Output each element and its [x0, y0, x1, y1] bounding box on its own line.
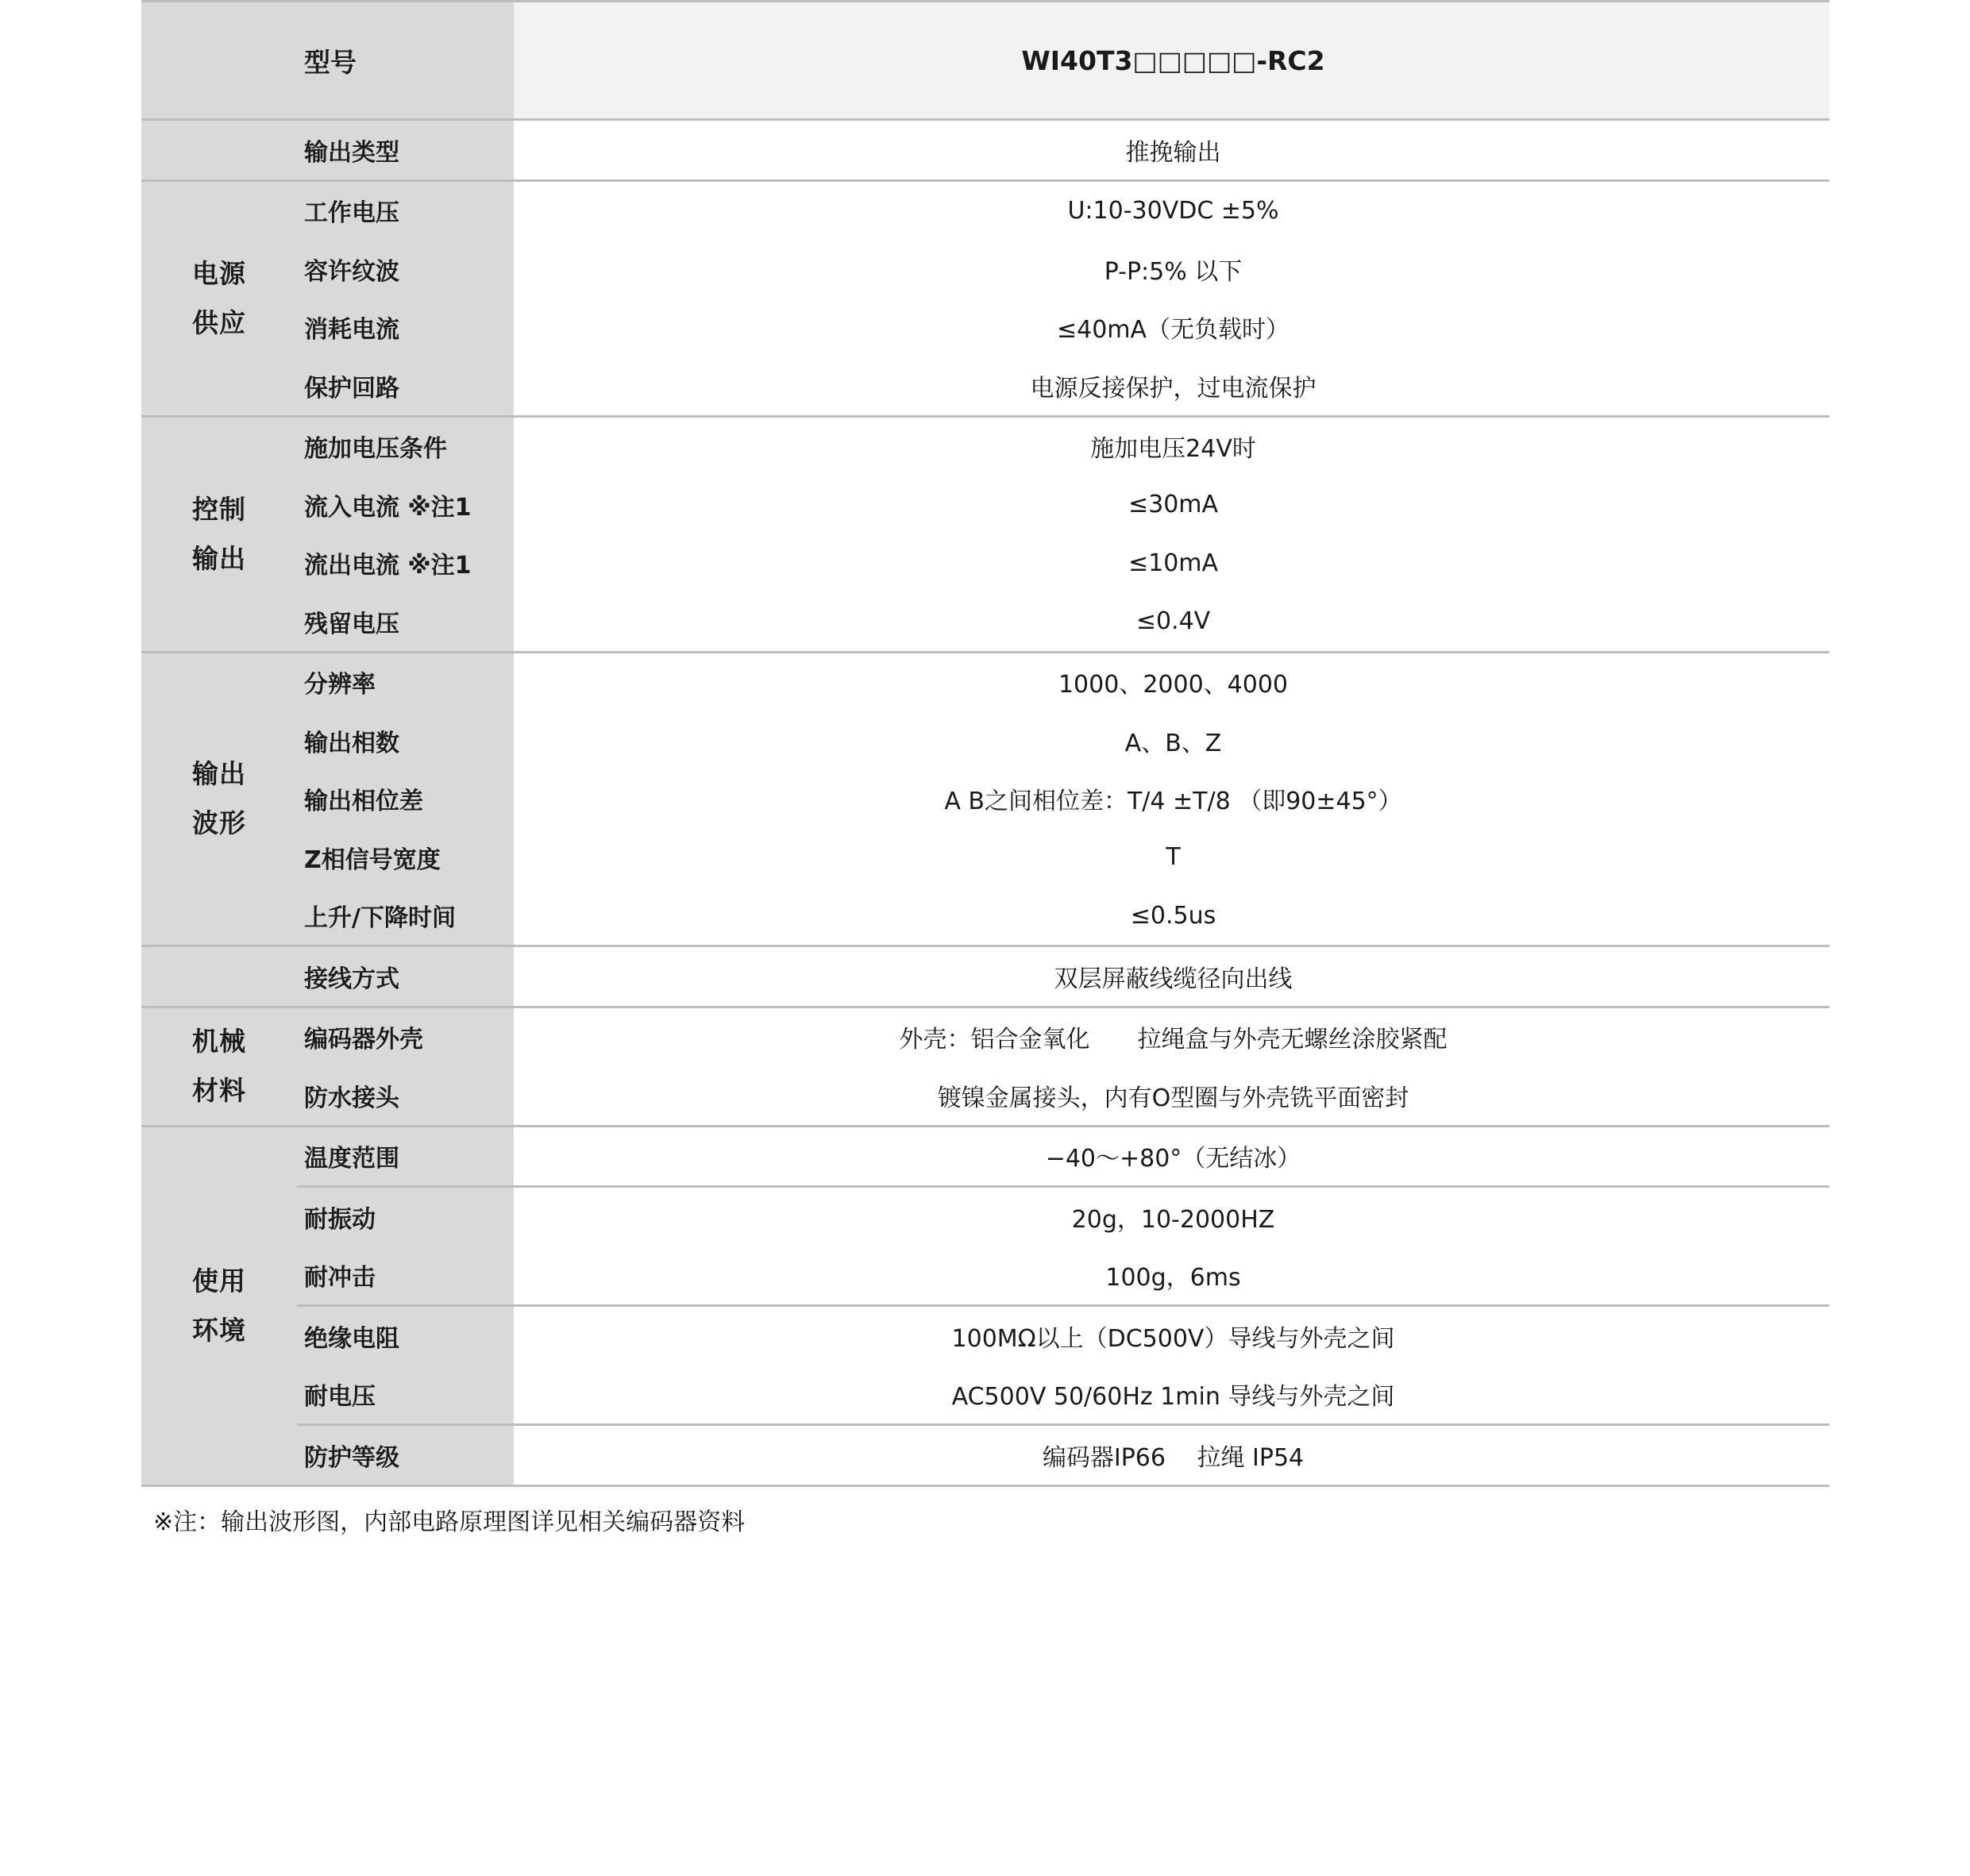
param-label: 耐冲击	[297, 1246, 514, 1306]
group-cell-output-type	[141, 120, 297, 181]
group-cell-mechanical	[141, 1007, 297, 1126]
group-label-line: 电源	[192, 257, 246, 289]
param-label: 保护回路	[297, 356, 514, 416]
group-label-line: 输出	[192, 758, 246, 790]
param-value: 100g，6ms	[514, 1246, 1829, 1306]
group-label-line: 供应	[192, 306, 246, 338]
table-row	[141, 1306, 1829, 1366]
table-row	[141, 770, 1829, 829]
group-label-line: 输出	[192, 542, 246, 574]
model-value: WI40T3□□□□□-RC2	[514, 2, 1829, 120]
param-label: 输出相位差	[297, 770, 514, 829]
group-label-line: 控制	[192, 493, 246, 525]
param-value: P-P:5% 以下	[514, 240, 1829, 299]
param-value: ≤10mA	[514, 534, 1829, 593]
param-label: 绝缘电阻	[297, 1306, 514, 1366]
param-value: 推挽输出	[514, 120, 1829, 181]
group-label-line: 材料	[192, 1075, 246, 1106]
table-row	[141, 592, 1829, 652]
group-label-line: 机械	[192, 1026, 246, 1057]
group-label-line: 使用	[192, 1265, 246, 1296]
table-row	[141, 1066, 1829, 1126]
param-label: 输出相数	[297, 711, 514, 770]
param-label: 施加电压条件	[297, 416, 514, 476]
param-label: 防护等级	[297, 1425, 514, 1486]
param-value: −40～+80°（无结冰）	[514, 1126, 1829, 1187]
table-row	[141, 416, 1829, 476]
param-value: U:10-30VDC ±5%	[514, 180, 1829, 240]
table-row	[141, 356, 1829, 416]
spec-table	[141, 0, 1829, 1487]
table-row	[141, 1366, 1829, 1425]
param-value: 编码器IP66 拉绳 IP54	[514, 1425, 1829, 1486]
group-cell-environment	[141, 1126, 297, 1485]
param-value: 镀镍金属接头，内有O型圈与外壳铣平面密封	[514, 1066, 1829, 1126]
param-value: A、B、Z	[514, 711, 1829, 770]
param-value: 20g，10-2000HZ	[514, 1187, 1829, 1246]
table-row	[141, 299, 1829, 357]
table-row	[141, 887, 1829, 946]
group-label-line: 环境	[192, 1314, 246, 1346]
param-label: 防水接头	[297, 1066, 514, 1126]
group-cell-control	[141, 416, 297, 652]
param-label: 上升/下降时间	[297, 887, 514, 946]
param-label: 编码器外壳	[297, 1007, 514, 1066]
header-group-cell	[141, 2, 297, 120]
table-row	[141, 1187, 1829, 1246]
param-value: 1000、2000、4000	[514, 652, 1829, 711]
table-row	[141, 120, 1829, 181]
param-value: ≤40mA（无负载时）	[514, 299, 1829, 357]
table-row	[141, 1425, 1829, 1486]
param-value: 电源反接保护，过电流保护	[514, 356, 1829, 416]
param-label: 输出类型	[297, 120, 514, 181]
table-row	[141, 1246, 1829, 1306]
table-row	[141, 1007, 1829, 1066]
param-label: 分辨率	[297, 652, 514, 711]
param-label: 容许纹波	[297, 240, 514, 299]
param-value: 外壳：铝合金氧化 拉绳盒与外壳无螺丝涂胶紧配	[514, 1007, 1829, 1066]
table-row	[141, 534, 1829, 593]
group-label-line: 波形	[192, 807, 246, 839]
param-label: 消耗电流	[297, 299, 514, 357]
table-row	[141, 711, 1829, 770]
param-value: A B之间相位差：T/4 ±T/8 （即90±45°）	[514, 770, 1829, 829]
param-value: ≤0.4V	[514, 592, 1829, 652]
table-row	[141, 828, 1829, 887]
param-label: 耐电压	[297, 1366, 514, 1425]
table-row	[141, 946, 1829, 1007]
param-label: 流入电流 ※注1	[297, 476, 514, 534]
param-value: T	[514, 828, 1829, 887]
param-label: 残留电压	[297, 592, 514, 652]
param-value: AC500V 50/60Hz 1min 导线与外壳之间	[514, 1366, 1829, 1425]
param-value: ≤30mA	[514, 476, 1829, 534]
param-value: 100MΩ以上（DC500V）导线与外壳之间	[514, 1306, 1829, 1366]
header-row	[141, 2, 1829, 120]
table-row	[141, 476, 1829, 534]
param-value: 施加电压24V时	[514, 416, 1829, 476]
table-row	[141, 1126, 1829, 1187]
group-cell-wiring	[141, 946, 297, 1007]
param-label: 接线方式	[297, 946, 514, 1007]
param-label: 流出电流 ※注1	[297, 534, 514, 593]
param-label: Z相信号宽度	[297, 828, 514, 887]
table-row	[141, 652, 1829, 711]
param-label: 耐振动	[297, 1187, 514, 1246]
model-label: 型号	[297, 2, 514, 120]
param-value: ≤0.5us	[514, 887, 1829, 946]
table-row	[141, 240, 1829, 299]
group-cell-power	[141, 180, 297, 416]
param-value: 双层屏蔽线缆径向出线	[514, 946, 1829, 1007]
table-row	[141, 180, 1829, 240]
param-label: 温度范围	[297, 1126, 514, 1187]
group-cell-waveform	[141, 652, 297, 946]
footnote: ※注：输出波形图，内部电路原理图详见相关编码器资料	[153, 1508, 746, 1536]
param-label: 工作电压	[297, 180, 514, 240]
